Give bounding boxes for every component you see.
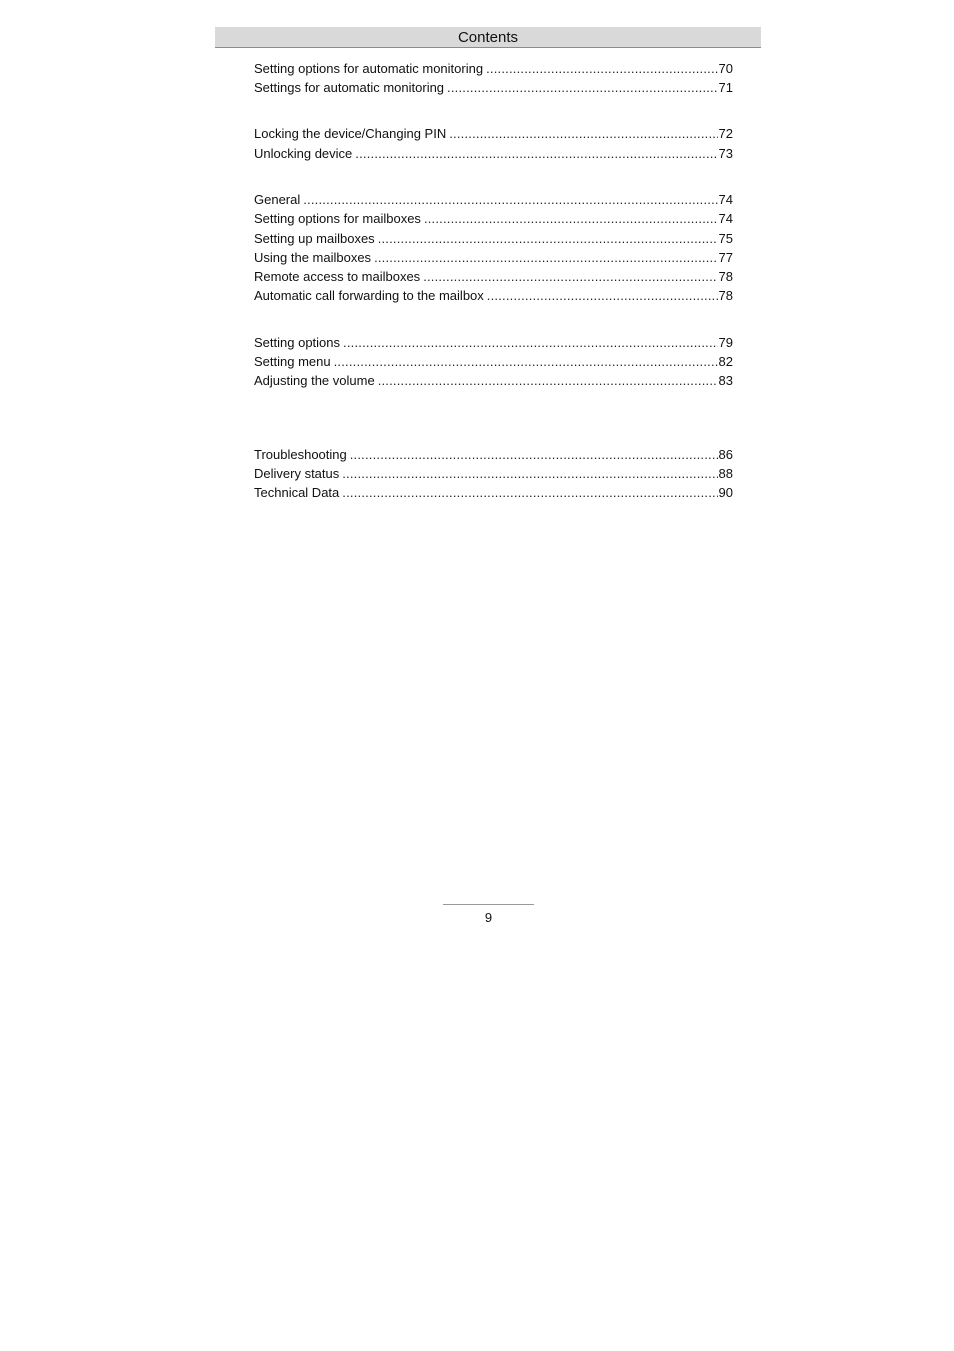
dot-leader: [334, 352, 718, 371]
toc-entry-title: Unlocking device: [254, 146, 353, 161]
toc-entry-page: 78: [718, 288, 733, 303]
page-title: Contents: [457, 29, 519, 46]
contents-header-bar: [215, 27, 761, 48]
toc-entry[interactable]: [254, 59, 733, 78]
toc-entry-title: General: [254, 192, 301, 207]
toc-entry-page: 71: [718, 80, 733, 95]
dot-leader: [374, 248, 717, 267]
toc-entry-title: Adjusting the volume: [254, 373, 375, 388]
dot-leader: [342, 483, 717, 502]
toc-entry-title: Setting up mailboxes: [254, 231, 375, 246]
toc-entry-page: 90: [718, 485, 733, 500]
toc-entry-title: Using the mailboxes: [254, 250, 372, 265]
toc-entry-page: 75: [718, 231, 733, 246]
toc-entry-page: 78: [718, 269, 733, 284]
toc-entry-title: Setting options for mailboxes: [254, 211, 421, 226]
toc-entry-page: 73: [718, 146, 733, 161]
dot-leader: [449, 124, 717, 143]
dot-leader: [342, 464, 717, 483]
dot-leader: [350, 445, 718, 464]
toc-entry[interactable]: [254, 352, 733, 371]
toc-entry-page: 83: [718, 373, 733, 388]
toc-entry-title: Troubleshooting: [254, 447, 347, 462]
toc-entry-page: 74: [718, 211, 733, 226]
dot-leader: [487, 286, 718, 305]
dot-leader: [486, 59, 717, 78]
toc-entry-title: Locking the device/Changing PIN: [254, 126, 447, 141]
toc-entry[interactable]: [254, 209, 733, 228]
toc-entry-title: Automatic call forwarding to the mailbox: [254, 288, 484, 303]
dot-leader: [424, 209, 718, 228]
toc-entry-title: Technical Data: [254, 485, 340, 500]
toc-entry[interactable]: [254, 464, 733, 483]
toc-entry[interactable]: [254, 371, 733, 390]
dot-leader: [343, 333, 718, 352]
toc-entry-title: Setting options for automatic monitoring: [254, 61, 484, 76]
dot-leader: [378, 229, 718, 248]
toc-entry-page: 82: [718, 354, 733, 369]
dot-leader: [355, 144, 717, 163]
toc-entry-title: Setting options: [254, 335, 341, 350]
page-number: 9: [484, 910, 493, 925]
toc-entry-title: Settings for automatic monitoring: [254, 80, 445, 95]
toc-entry[interactable]: [254, 267, 733, 286]
toc-entry-title: Remote access to mailboxes: [254, 269, 421, 284]
toc-entry-page: 77: [718, 250, 733, 265]
toc-entry[interactable]: [254, 124, 733, 143]
dot-leader: [447, 78, 717, 97]
toc-entry-page: 86: [718, 447, 733, 462]
toc-entry[interactable]: [254, 229, 733, 248]
toc-entry-page: 88: [718, 466, 733, 481]
toc-entry[interactable]: [254, 483, 733, 502]
toc-entry-title: Delivery status: [254, 466, 340, 481]
toc-entry[interactable]: [254, 286, 733, 305]
toc-entry[interactable]: [254, 78, 733, 97]
toc-entry[interactable]: [254, 445, 733, 464]
footer-divider: [443, 904, 534, 905]
toc-entry-page: 79: [718, 335, 733, 350]
toc-entry-title: Setting menu: [254, 354, 331, 369]
dot-leader: [303, 190, 717, 209]
toc-entry[interactable]: [254, 333, 733, 352]
dot-leader: [378, 371, 718, 390]
toc-entry-page: 74: [718, 192, 733, 207]
toc-entry[interactable]: [254, 144, 733, 163]
toc-entry-page: 70: [718, 61, 733, 76]
dot-leader: [423, 267, 717, 286]
toc-entry-page: 72: [718, 126, 733, 141]
toc-entry[interactable]: [254, 248, 733, 267]
toc-entry[interactable]: [254, 190, 733, 209]
